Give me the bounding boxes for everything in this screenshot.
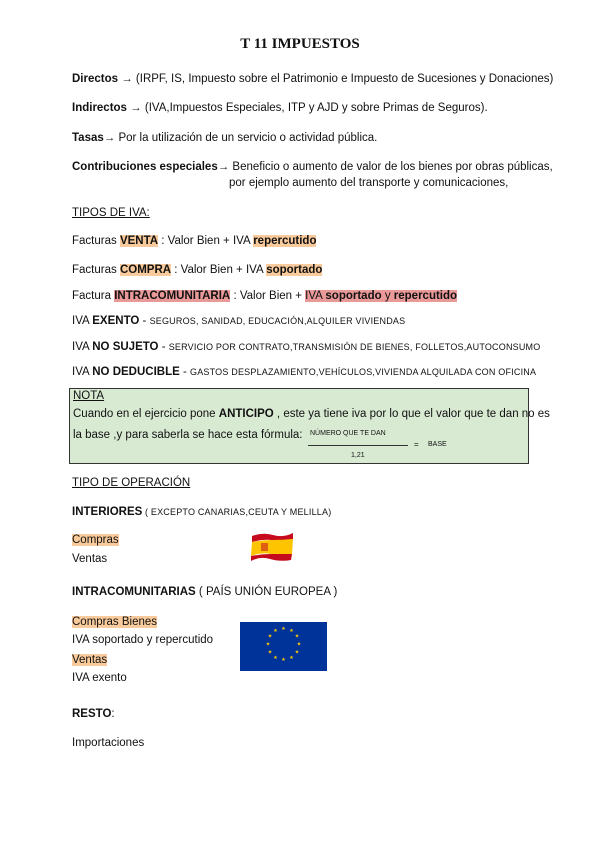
factura-intracomunitaria-line: Factura INTRACOMUNITARIA : Valor Bien + IVA soportado y repercutido bbox=[72, 290, 458, 302]
svg-text:★: ★ bbox=[289, 628, 294, 634]
svg-text:★: ★ bbox=[296, 641, 302, 648]
intra-ventas: Ventas bbox=[72, 654, 108, 666]
formula-denominator: 1,21 bbox=[351, 452, 365, 459]
formula-result: BASE bbox=[428, 441, 447, 448]
interiores-ventas: Ventas bbox=[72, 553, 108, 565]
contribuciones-line: Contribuciones especiales→ Beneficio o aumento de valor de los bienes por obras públicas, bbox=[72, 161, 553, 173]
svg-text:★: ★ bbox=[281, 626, 286, 632]
resto-importaciones: Importaciones bbox=[72, 737, 145, 749]
page-title: T 11 IMPUESTOS bbox=[240, 36, 360, 52]
iva-no-deducible-line: IVA NO DEDUCIBLE - GASTOS DESPLAZAMIENTO,VEHÍCULOS,VIVIENDA ALQUILADA CON OFICINA bbox=[72, 366, 537, 378]
spain-flag-image bbox=[249, 530, 295, 563]
nota-line-2: la base ,y para saberla se hace esta fórmula: bbox=[73, 429, 303, 441]
intra-compras: Compras Bienes bbox=[72, 616, 158, 628]
formula-numerator: NÚMERO QUE TE DAN bbox=[310, 430, 386, 437]
svg-text:★: ★ bbox=[281, 657, 286, 663]
facturas-compra-line: Facturas COMPRA : Valor Bien + IVA soportado bbox=[72, 264, 323, 276]
svg-text:★: ★ bbox=[273, 628, 278, 634]
iva-no-sujeto-line: IVA NO SUJETO - SERVICIO POR CONTRATO,TRANSMISIÓN DE BIENES, FOLLETOS,AUTOCONSUMO bbox=[72, 341, 541, 353]
tasas-line: Tasas→ Por la utilización de un servicio o actividad pública. bbox=[72, 132, 378, 144]
svg-text:★: ★ bbox=[267, 649, 273, 656]
nota-box bbox=[69, 388, 550, 464]
svg-text:★: ★ bbox=[273, 655, 278, 661]
contribuciones-line-2: por ejemplo aumento del transporte y comunicaciones, bbox=[229, 177, 509, 189]
interiores-compras: Compras bbox=[72, 534, 119, 546]
eu-flag-image bbox=[240, 622, 327, 671]
facturas-venta-line: Facturas VENTA : Valor Bien + IVA repercutido bbox=[72, 235, 317, 247]
svg-text:★: ★ bbox=[294, 633, 300, 640]
resto-heading: RESTO: bbox=[72, 708, 115, 720]
svg-text:★: ★ bbox=[294, 649, 300, 656]
iva-exento-line: IVA EXENTO - SEGUROS, SANIDAD, EDUCACIÓN,ALQUILER VIVIENDAS bbox=[72, 315, 406, 327]
nota-heading: NOTA bbox=[73, 390, 105, 402]
indirectos-line: Indirectos → (IVA,Impuestos Especiales, ITP y AJD y sobre Primas de Seguros). bbox=[72, 102, 488, 114]
directos-line: Directos → (IRPF, IS, Impuesto sobre el Patrimonio e Impuesto de Sucesiones y Donaciones) bbox=[72, 73, 554, 85]
formula-equals: = bbox=[414, 440, 419, 449]
interiores-heading: INTERIORES ( EXCEPTO CANARIAS,CEUTA Y MELILLA) bbox=[72, 506, 332, 518]
intra-compras-detail: IVA soportado y repercutido bbox=[72, 634, 214, 646]
tipos-iva-heading: TIPOS DE IVA: bbox=[72, 207, 150, 219]
formula-fraction-line bbox=[308, 445, 408, 446]
svg-text:★: ★ bbox=[289, 655, 294, 661]
tipo-operacion-heading: TIPO DE OPERACIÓN bbox=[72, 477, 191, 489]
intra-ventas-detail: IVA exento bbox=[72, 672, 127, 684]
nota-line-1: Cuando en el ejercicio pone ANTICIPO , este ya tiene iva por lo que el valor que te dan no es bbox=[73, 408, 550, 420]
svg-text:★: ★ bbox=[267, 633, 273, 640]
svg-text:★: ★ bbox=[265, 641, 271, 648]
intracomunitarias-heading: INTRACOMUNITARIAS ( PAÍS UNIÓN EUROPEA ) bbox=[72, 586, 338, 598]
